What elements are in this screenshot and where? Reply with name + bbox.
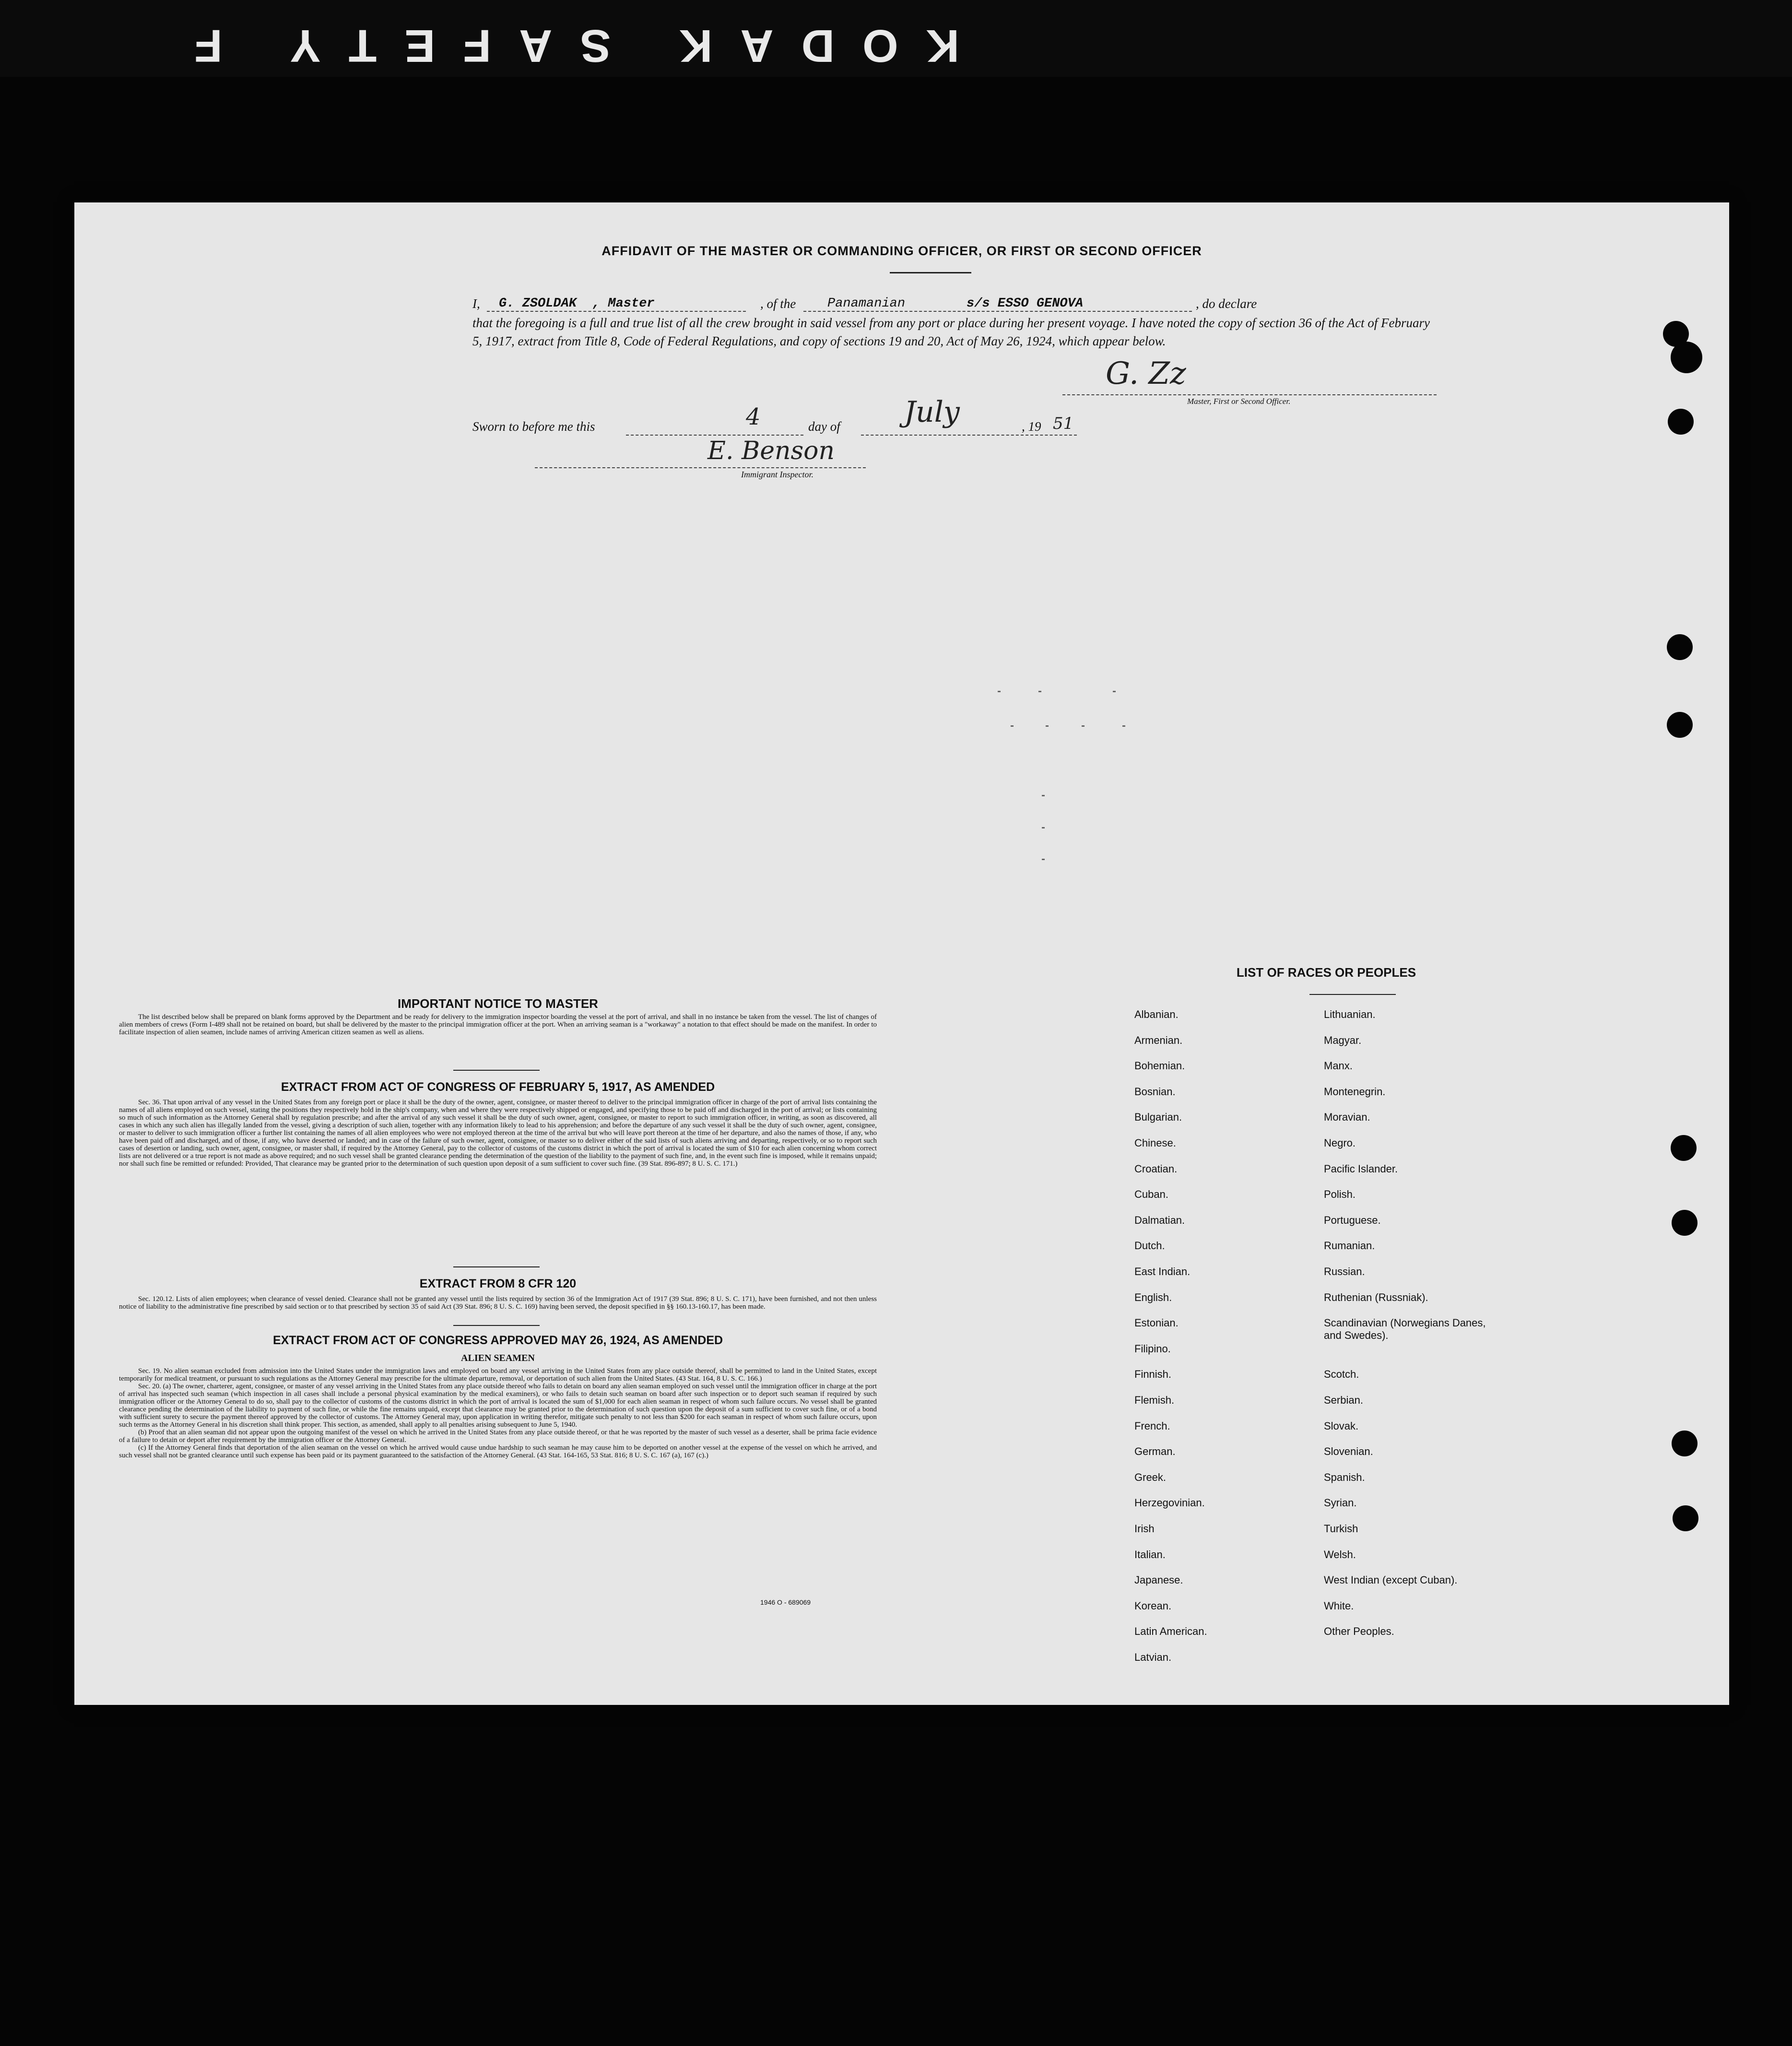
race-item: Dalmatian. (1134, 1214, 1185, 1226)
race-item: French. (1134, 1419, 1170, 1432)
race-item: Estonian. (1134, 1317, 1179, 1329)
title-rule (890, 272, 971, 273)
race-item: Greek. (1134, 1471, 1167, 1483)
extract-1917-title: EXTRACT FROM ACT OF CONGRESS OF FEBRUARY 5, 1917, AS AMENDED (281, 1080, 715, 1094)
section-rule (453, 1325, 540, 1326)
print-code: 1946 O - 689069 (760, 1598, 811, 1606)
race-item: White. (1324, 1599, 1354, 1612)
race-item: Manx. (1324, 1060, 1353, 1072)
vessel-name: s/s ESSO GENOVA (967, 296, 1084, 311)
race-item: Montenegrin. (1324, 1085, 1386, 1098)
declaration-body: that the foregoing is a full and true list of all the crew brought in said vessel from any port or place during her present voyage. I have noted the copy of section 36 of the Act of February 5, 1917, extract from Title 8, Code of Federal Regulations, and copy of sections 19 and 20, Act of May 26, 1924, which appear below. (472, 316, 1430, 348)
race-item: Albanian. (1134, 1008, 1179, 1020)
officer-signature-line (1062, 394, 1437, 395)
extract-1924-subtitle: ALIEN SEAMEN (461, 1353, 535, 1363)
race-item: German. (1134, 1445, 1176, 1458)
race-item: Bulgarian. (1134, 1111, 1182, 1124)
race-item: Cuban. (1134, 1188, 1168, 1201)
race-item: Magyar. (1324, 1034, 1362, 1046)
speck (1113, 691, 1116, 692)
section-rule (453, 1070, 540, 1071)
speck (998, 691, 1001, 692)
race-item: Pacific Islander. (1324, 1162, 1398, 1175)
vessel-underline (803, 311, 1192, 312)
race-item: Latin American. (1134, 1625, 1207, 1638)
punch-hole (1668, 409, 1694, 435)
officer-signature: G. Zz (1106, 356, 1186, 391)
speck (1042, 827, 1045, 828)
punch-hole (1667, 634, 1693, 660)
speck (1038, 691, 1041, 692)
inspector-signature: E. Benson (707, 437, 835, 465)
speck (1042, 795, 1045, 796)
race-item: Filipino. (1134, 1342, 1171, 1355)
race-item: English. (1134, 1291, 1172, 1303)
of-the-label: , of the (760, 296, 796, 311)
punch-hole (1667, 712, 1693, 738)
races-rule (1309, 994, 1396, 995)
race-item: Russian. (1324, 1265, 1365, 1277)
race-item: Lithuanian. (1324, 1008, 1376, 1020)
race-item: Latvian. (1134, 1651, 1172, 1663)
extract-cfr-text: Sec. 120.12. Lists of alien employees; when clearance of vessel denied. Clearance shall not be granted any vessel until the lists required by section 36 of the Immigration Act of 1917 (39 Stat. 896; 8 U. S. C. 171), have been furnished, and not then unless notice of liability to the administrative fine prescribed by said section or to that prescribed by section 35 of said Act (39 Stat. 896; 8 U. S. C. 169) having been served, the deposit specified in §§ 160.13-160.17, has been made. (119, 1295, 877, 1311)
film-edge (0, 0, 1792, 77)
name-underline (487, 311, 746, 312)
race-item: Scandinavian (Norwegians Danes, and Swedes). (1324, 1317, 1486, 1342)
race-item: Irish (1134, 1523, 1155, 1535)
extract-cfr-title: EXTRACT FROM 8 CFR 120 (419, 1277, 577, 1290)
day-value: 4 (746, 403, 761, 430)
race-item: Portuguese. (1324, 1214, 1381, 1226)
race-item: Slovenian. (1324, 1445, 1373, 1458)
race-item: Bohemian. (1134, 1060, 1185, 1072)
race-item: Welsh. (1324, 1548, 1356, 1561)
year-value: 51 (1053, 414, 1074, 433)
race-item: Croatian. (1134, 1162, 1178, 1175)
race-item: Moravian. (1324, 1111, 1370, 1124)
inspector-signature-line (535, 467, 866, 468)
day-of-label: day of (808, 419, 840, 434)
notice-text: The list described below shall be prepared on blank forms approved by the Department and be ready for delivery to the immigration inspector boarding the vessel at the port of arrival, and shall in no instance be taken from the vessel. The list of changes of alien members of crews (Form I-489 shall not be retained on board, but shall be delivered by the master to the principal immigration officer at the port. When an arriving seaman is a "workaway" a notation to that effect should be made on the manifest. In order to facilitate inspection of alien seamen, include names of arriving American citizen seamen as well as aliens. (119, 1013, 877, 1036)
punch-hole (1673, 1505, 1698, 1531)
race-item: Rumanian. (1324, 1240, 1375, 1252)
race-item: Bosnian. (1134, 1085, 1176, 1098)
race-item: Dutch. (1134, 1240, 1165, 1252)
speck (1046, 725, 1049, 727)
race-item: West Indian (except Cuban). (1324, 1574, 1458, 1586)
race-item: Negro. (1324, 1137, 1356, 1149)
extract-1924-title: EXTRACT FROM ACT OF CONGRESS APPROVED MAY 26, 1924, AS AMENDED (272, 1334, 723, 1347)
month-value: July (904, 395, 960, 429)
race-item: Spanish. (1324, 1471, 1365, 1483)
film-edge-text: KODAK SAFETY F (166, 20, 959, 71)
extract-1924-text (119, 1367, 877, 1459)
month-underline (861, 435, 1077, 436)
sworn-label: Sworn to before me this (472, 419, 595, 434)
officer-caption: Master, First or Second Officer. (1187, 397, 1291, 406)
nationality-value: Panamanian (827, 296, 906, 311)
race-item: Polish. (1324, 1188, 1356, 1201)
do-declare-label: , do declare (1196, 296, 1257, 311)
sec-20c-text: (c) If the Attorney General finds that deportation of the alien seaman on the vessel on which he arrived would cause undue hardship to such seaman he may cause him to be deported on another vessel at the expense of the vessel on which he arrived, and such vessel shall not be granted clearance until such expense has been paid or its payment guaranteed to the satisfaction of the Attorney General. (43 Stat. 164-165, 53 Stat. 816; 8 U. S. C. 167 (a), 167 (c).) (119, 1444, 877, 1459)
document-page (74, 202, 1729, 1705)
year-prefix: , 19 (1022, 419, 1041, 434)
master-rank: , Master (592, 296, 655, 311)
race-item: Armenian. (1134, 1034, 1183, 1046)
master-name: G. ZSOLDAK (499, 296, 577, 311)
races-left-column (1134, 1008, 1317, 1690)
race-item: Other Peoples. (1324, 1625, 1394, 1638)
day-underline (626, 435, 803, 436)
race-item: Serbian. (1324, 1394, 1363, 1406)
races-title: LIST OF RACES OR PEOPLES (1236, 965, 1416, 980)
race-item: Japanese. (1134, 1574, 1183, 1586)
race-item: Finnish. (1134, 1368, 1172, 1381)
punch-hole (1671, 342, 1702, 373)
race-item: Syrian. (1324, 1497, 1357, 1509)
inspector-caption: Immigrant Inspector. (741, 470, 813, 479)
notice-title: IMPORTANT NOTICE TO MASTER (398, 996, 598, 1011)
sec-19-text: Sec. 19. No alien seaman excluded from admission into the United States under the immigration laws and employed on board any vessel arriving in the United States from any place outside thereof, shall be permitted to land in the United States, except temporarily for medical treatment, or pursuant to such regulations as the Attorney General may prescribe for the ultimate departure, removal, or deportation of such alien from the United States. (43 Stat. 164, 8 U. S. C. 166.) (119, 1367, 877, 1383)
extract-1917-text: Sec. 36. That upon arrival of any vessel in the United States from any foreign port or place it shall be the duty of the owner, agent, consignee, or master thereof to deliver to the principal immigration officer in charge of the port of arrival lists containing the names of all aliens employed on such vessel, stating the positions they respectively hold in the ship's company, when and where they were respectively shipped or engaged, and specifying those to be paid off and discharged in the port of arrival; or lists containing so much of such information as the Attorney General shall by regulation prescribe; and after the arrival of any such vessel it shall be the duty of such owner, agent, consignee, or master to report to such immigration officer, in writing, as soon as discovered, all cases in which any such alien has illegally landed from the vessel, giving a description of such alien, together with any information likely to lead to his apprehension; and before the departure of any such vessel it shall be the duty of such owner, agent, consignee, or master to deliver to such immigration officer a further list containing the names of all alien employees who were not employed thereon at the time of the arrival but who will leave port thereon at the time of her departure, and also the names of those, if any, who have been paid off and discharged, and of those, if any, who have deserted or landed; and in case of the failure of such owner, agent, consignee, or master so to deliver either of the said lists of such aliens arriving and departing, respectively, or so to report such cases of desertion or landing, such owner, agent, consignee, or master shall, if required by the Attorney General, pay to the collector of customs of the customs district in which the port of arrival is located the sum of $10 for each alien concerning whom correct lists are not delivered or a true report is not made as above required; and no such vessel shall be granted clearance pending the determination of the question of the liability to the payment of such fine, and, in the event such fine is imposed, while it remains unpaid; nor shall such fine be remitted or refunded: Provided, That clearance may be granted prior to the determination of such question upon deposit of a sum sufficient to cover such fine. (39 Stat. 896-897; 8 U. S. C. 171.) (119, 1099, 877, 1168)
sec-20b-text: (b) Proof that an alien seaman did not appear upon the outgoing manifest of the vessel on which he arrived in the United States from any place outside thereof, or that he was reported by the master of such vessel as a deserter, shall be prima facie evidence of a failure to detain or deport after requirement by the immigration officer or the Attorney General. (119, 1429, 877, 1444)
races-right-column (1324, 1008, 1525, 1690)
race-item: Slovak. (1324, 1419, 1359, 1432)
section-rule (453, 1266, 540, 1267)
affidavit-title: AFFIDAVIT OF THE MASTER OR COMMANDING OFFICER, OR FIRST OR SECOND OFFICER (601, 244, 1202, 258)
race-item: Turkish (1324, 1523, 1358, 1535)
speck (1082, 725, 1085, 727)
race-item: Korean. (1134, 1599, 1172, 1612)
race-item: Herzegovinian. (1134, 1497, 1205, 1509)
punch-hole (1672, 1210, 1698, 1236)
race-item: Chinese. (1134, 1137, 1176, 1149)
sec-20a-text: Sec. 20. (a) The owner, charterer, agent, consignee, or master of any vessel arriving in the United States from any place outside thereof who fails to detain on board any alien seaman employed on such vessel until the immigration officer in charge at the port of arrival has inspected such seaman (which inspection in all cases shall include a personal physical examination by the medical examiners), or who fails to detain such seaman on board after such inspection or to deport such seaman if required by such immigration officer or the Attorney General to do so, shall pay to the collector of customs of the customs district in which the port of arrival is located the sum of $1,000 for each alien seaman in respect of whom such failure occurs. No vessel shall be granted clearance pending the determination of the liability to payment of such fine, or while the fine remains unpaid, except that clearance may be granted prior to the determination of such question upon the deposit of a sum sufficient to cover such fine, or of a bond with sufficient surety to secure the payment thereof approved by the collector of customs. The Attorney General may, upon application in writing therefor, mitigate such penalty to not less than $200 for each seaman in respect of whom such failure occurs, upon such terms as the Attorney General in his discretion shall think proper. This section, as amended, shall apply to all penalties arising subsequent to June 5, 1940. (119, 1383, 877, 1429)
race-item: Scotch. (1324, 1368, 1359, 1381)
punch-hole (1672, 1431, 1698, 1456)
intro-i: I, (472, 296, 480, 311)
speck (1122, 725, 1125, 727)
speck (1011, 725, 1014, 727)
speck (1042, 859, 1045, 860)
race-item: Ruthenian (Russniak). (1324, 1291, 1428, 1303)
race-item: East Indian. (1134, 1265, 1191, 1277)
punch-hole (1671, 1135, 1697, 1161)
race-item: Italian. (1134, 1548, 1166, 1561)
race-item: Flemish. (1134, 1394, 1175, 1406)
